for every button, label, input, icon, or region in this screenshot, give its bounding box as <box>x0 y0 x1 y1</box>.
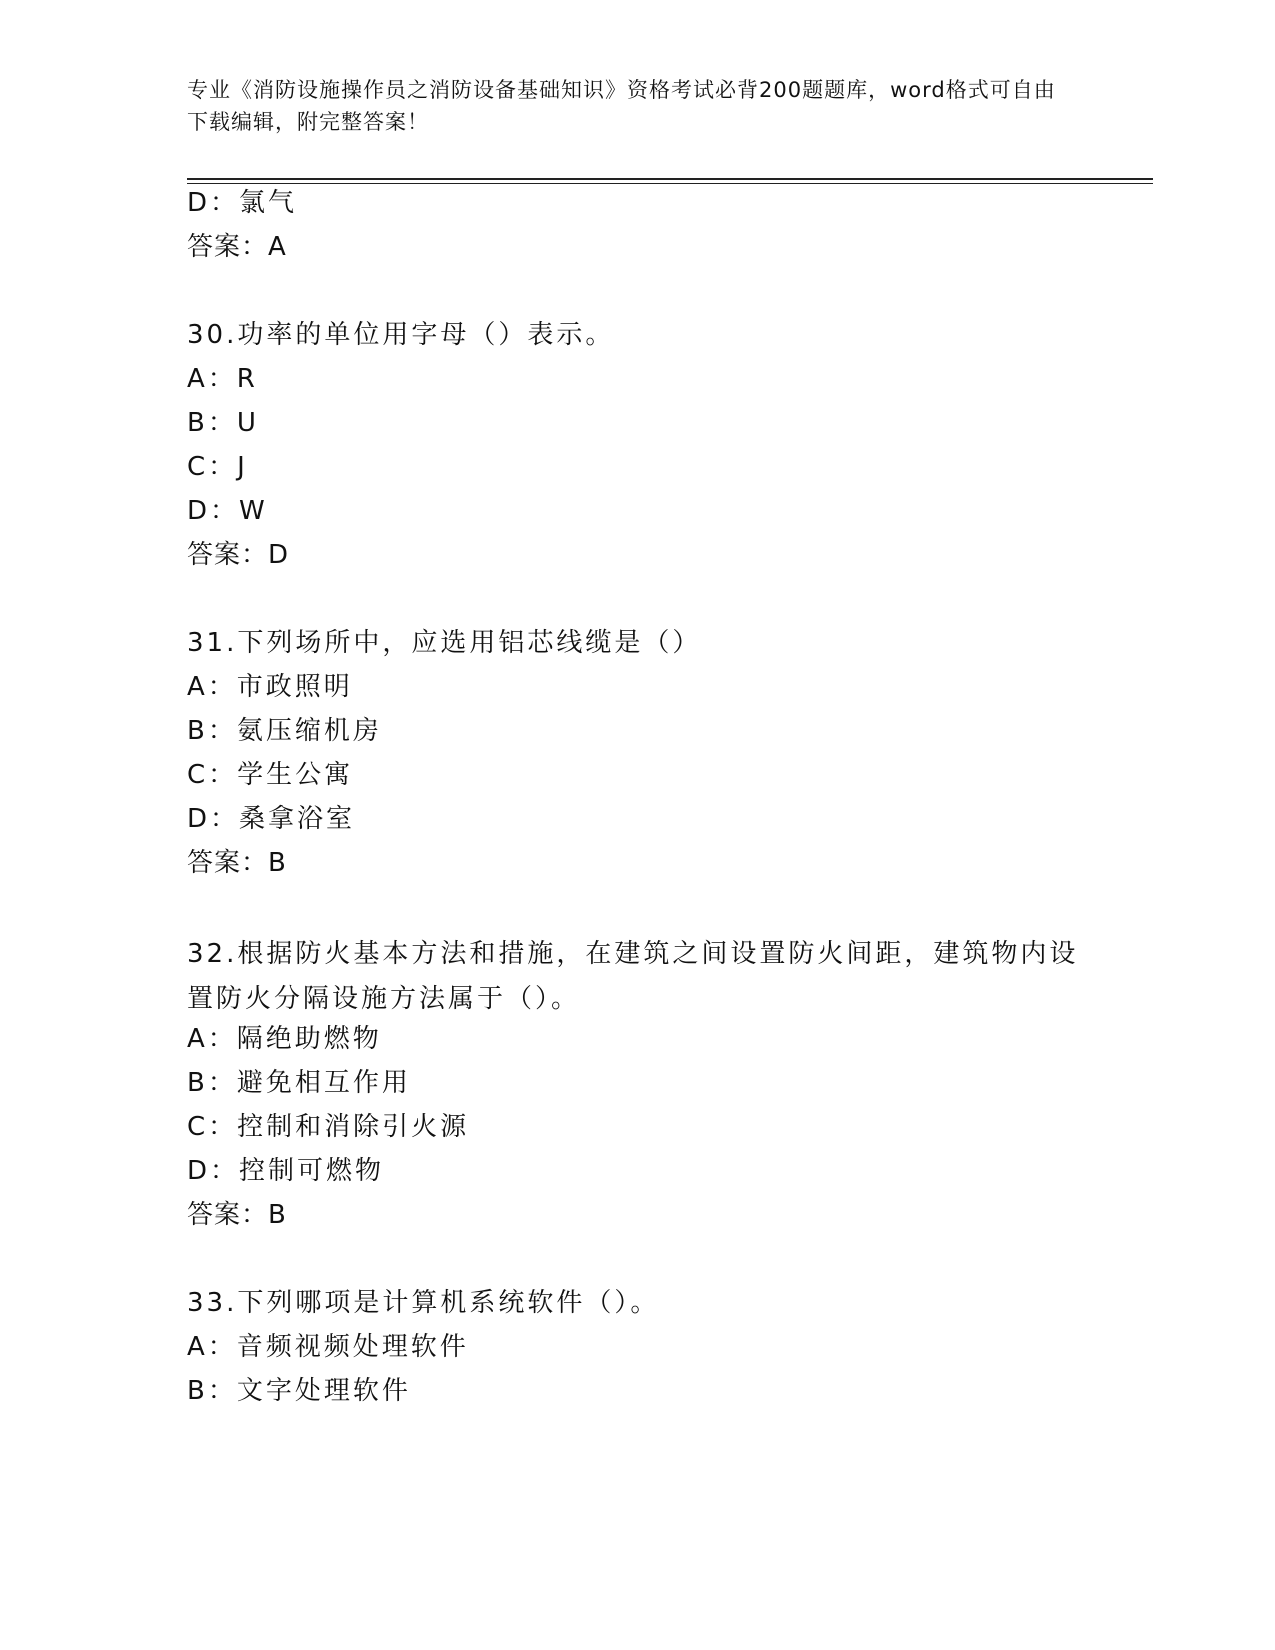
option-b: B：文字处理软件 <box>187 1376 411 1406</box>
option-b: B：避免相互作用 <box>187 1068 411 1098</box>
option-b: B：U <box>187 408 259 438</box>
answer: 答案：B <box>187 1200 287 1230</box>
option-c: C：学生公寓 <box>187 760 354 790</box>
option-d: D：控制可燃物 <box>187 1156 385 1186</box>
question-stem: 33.下列哪项是计算机系统软件（）。 <box>187 1288 660 1318</box>
answer: 答案：D <box>187 540 290 570</box>
header-divider-thin <box>187 183 1153 184</box>
question-stem: 32.根据防火基本方法和措施，在建筑之间设置防火间距，建筑物内设置防火分隔设施方法属于（）。 <box>187 939 1079 1014</box>
option-d: D：氯气 <box>187 188 298 218</box>
question-stem: 31.下列场所中，应选用铝芯线缆是（） <box>187 628 702 658</box>
option-c: C：J <box>187 452 248 482</box>
option-d: D：桑拿浴室 <box>187 804 356 834</box>
option-a: A：市政照明 <box>187 672 353 702</box>
header-divider <box>187 178 1153 180</box>
answer: 答案：A <box>187 232 287 262</box>
question-stem: 30.功率的单位用字母（）表示。 <box>187 320 615 350</box>
option-a: A：隔绝助燃物 <box>187 1024 382 1054</box>
option-a: A：R <box>187 364 258 394</box>
document-title: 专业《消防设施操作员之消防设备基础知识》资格考试必背200题题库，word格式可自由下载编辑，附完整答案！ <box>187 78 1056 134</box>
option-d: D：W <box>187 496 268 526</box>
option-b: B：氨压缩机房 <box>187 716 382 746</box>
option-c: C：控制和消除引火源 <box>187 1112 470 1142</box>
option-a: A：音频视频处理软件 <box>187 1332 469 1362</box>
answer: 答案：B <box>187 848 287 878</box>
